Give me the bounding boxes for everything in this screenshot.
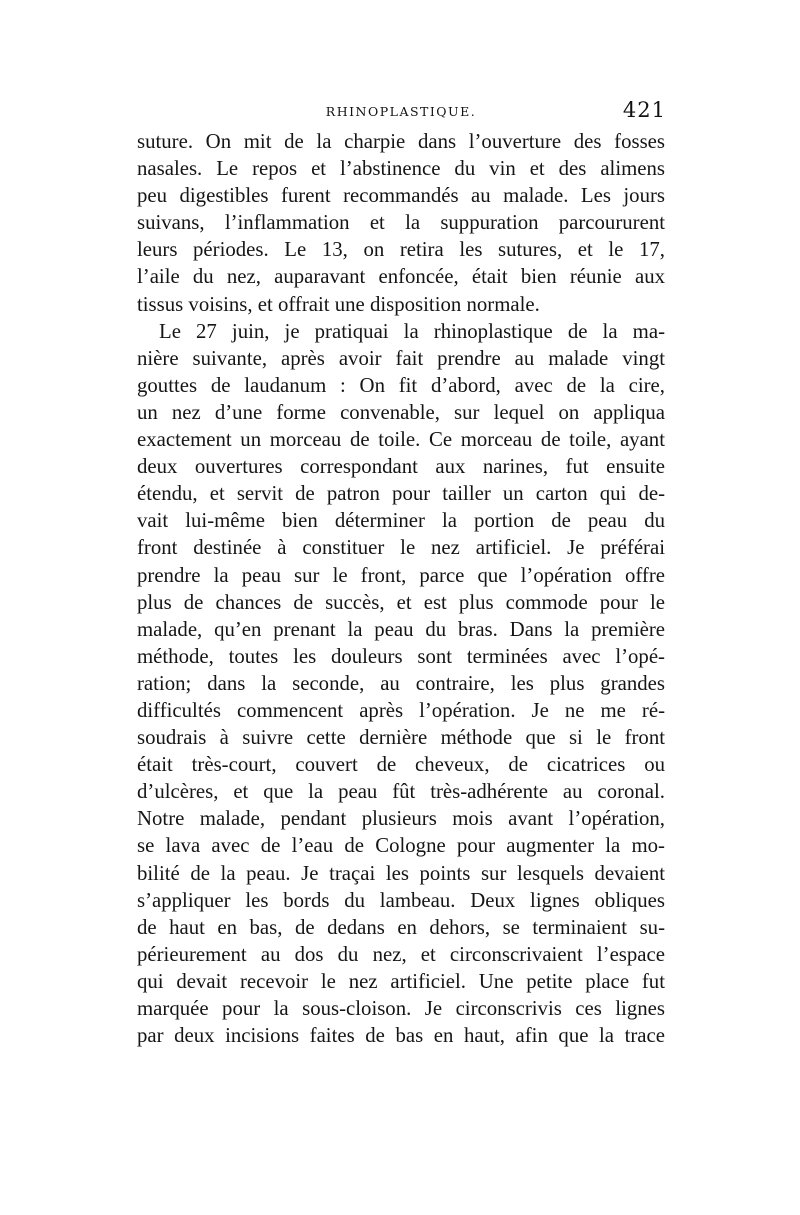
text-line: gouttes de laudanum : On fit d’abord, avec de la cire, xyxy=(137,373,665,397)
text-line: exactement un morceau de toile. Ce morceau de toile, ayant xyxy=(137,428,665,452)
text-line: étendu, et servit de patron pour tailler un carton qui de- xyxy=(137,482,665,506)
text-line: d’ulcères, et que la peau fût très-adhérente au coronal. xyxy=(137,780,665,804)
running-head xyxy=(136,100,666,124)
running-title: RHINOPLASTIQUE. xyxy=(325,104,477,119)
text-line: difficultés commencent après l’opération. Je ne me ré- xyxy=(137,698,665,722)
text-line: qui devait recevoir le nez artificiel. Une petite place fut xyxy=(137,969,665,993)
text-line: malade, qu’en prenant la peau du bras. Dans la première xyxy=(137,617,665,641)
text-line: de haut en bas, de dedans en dehors, se terminaient su- xyxy=(137,915,665,939)
text-line: suivans, l’inflammation et la suppuration parcoururent xyxy=(137,211,665,235)
text-line: nasales. Le repos et l’abstinence du vin et des alimens xyxy=(137,157,665,181)
text-line: leurs périodes. Le 13, on retira les sutures, et le 17, xyxy=(137,238,665,262)
text-line: méthode, toutes les douleurs sont terminées avec l’opé- xyxy=(137,644,665,668)
text-line: tissus voisins, et offrait une disposition normale. xyxy=(137,292,540,316)
text-line: suture. On mit de la charpie dans l’ouverture des fosses xyxy=(137,130,665,153)
text-line: s’appliquer les bords du lambeau. Deux lignes obliques xyxy=(137,888,665,912)
text-line: nière suivante, après avoir fait prendre au malade vingt xyxy=(137,346,665,370)
text-line: l’aile du nez, auparavant enfoncée, était bien réunie aux xyxy=(137,265,665,289)
text-line: deux ouvertures correspondant aux narines, fut ensuite xyxy=(137,455,665,479)
page-number: 421 xyxy=(622,98,666,122)
body-text xyxy=(137,128,665,1049)
text-line: plus de chances de succès, et est plus commode pour le xyxy=(137,590,665,614)
text-line: par deux incisions faites de bas en haut, afin que la trace xyxy=(137,1024,665,1048)
text-line: Notre malade, pendant plusieurs mois avant l’opération, xyxy=(137,807,665,831)
text-line: front destinée à constituer le nez artificiel. Je préférai xyxy=(137,536,665,560)
text-line: bilité de la peau. Je traçai les points sur lesquels devaient xyxy=(137,861,665,885)
text-line: marquée pour la sous-cloison. Je circonscrivis ces lignes xyxy=(137,997,665,1020)
text-line: Le 27 juin, je pratiquai la rhinoplastique de la ma- xyxy=(159,319,665,343)
text-line: un nez d’une forme convenable, sur lequel on appliqua xyxy=(137,400,665,424)
text-line: ration; dans la seconde, au contraire, les plus grandes xyxy=(137,671,665,695)
text-line: était très-court, couvert de cheveux, de cicatrices ou xyxy=(137,753,665,777)
text-line: soudrais à suivre cette dernière méthode que si le front xyxy=(137,726,665,750)
text-line: se lava avec de l’eau de Cologne pour augmenter la mo- xyxy=(137,834,665,858)
text-line: périeurement au dos du nez, et circonscrivaient l’espace xyxy=(137,942,665,966)
text-line: vait lui-même bien déterminer la portion de peau du xyxy=(137,509,665,533)
text-line: peu digestibles furent recommandés au malade. Les jours xyxy=(137,184,665,208)
text-line: prendre la peau sur le front, parce que l’opération offre xyxy=(137,563,665,587)
